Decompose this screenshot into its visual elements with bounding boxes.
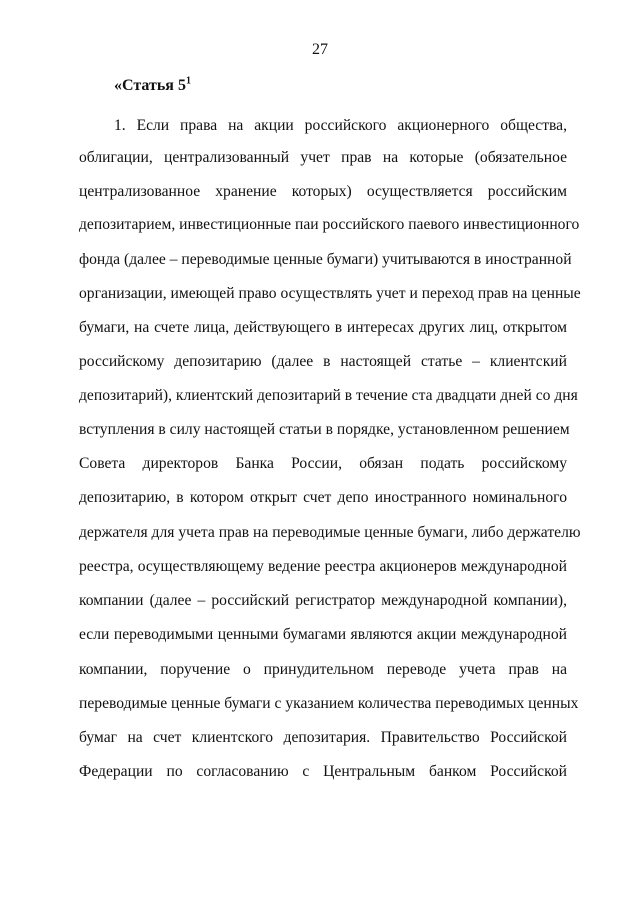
paragraph-line: бумаги, на счете лица, действующего в интересах других лиц, открытом	[79, 319, 567, 336]
paragraph-line: держателя для учета прав на переводимые ценные бумаги, либо держателю	[79, 524, 581, 541]
article-title	[114, 76, 191, 96]
article-title-superscript: 1	[185, 75, 191, 87]
article-title-text: «Статья 5	[114, 77, 186, 94]
paragraph-line: бумаг на счет клиентского депозитария. Правительство Российской	[79, 729, 567, 746]
paragraph-line: депозитарием, инвестиционные паи российского паевого инвестиционного	[79, 216, 580, 233]
paragraph-line: компании, поручение о принудительном переводе учета прав на	[79, 661, 567, 678]
paragraph-line: переводимые ценные бумаги с указанием количества переводимых ценных	[79, 695, 579, 712]
paragraph-line: депозитарию, в котором открыт счет депо иностранного номинального	[79, 489, 567, 506]
paragraph-line: фонда (далее – переводимые ценные бумаги) учитываются в иностранной	[79, 251, 572, 268]
paragraph-line: если переводимыми ценными бумагами являются акции международной	[79, 626, 567, 643]
paragraph-line: депозитарий), клиентский депозитарий в течение ста двадцати дней со дня	[79, 387, 578, 404]
paragraph-line: Федерации по согласованию с Центральным банком Российской	[79, 763, 567, 780]
paragraph-line: компании (далее – российский регистратор международной компании),	[79, 592, 567, 609]
paragraph-line: реестра, осуществляющему ведение реестра акционеров международной	[79, 558, 567, 575]
paragraph-line: организации, имеющей право осуществлять учет и переход прав на ценные	[79, 285, 581, 302]
paragraph-line: вступления в силу настоящей статьи в порядке, установленном решением	[79, 421, 570, 438]
paragraph-line: Совета директоров Банка России, обязан подать российскому	[79, 455, 567, 472]
paragraph-line: облигации, централизованный учет прав на которые (обязательное	[79, 149, 567, 166]
paragraph-line: централизованное хранение которых) осуществляется российским	[79, 183, 567, 200]
paragraph-line: 1. Если права на акции российского акционерного общества,	[114, 117, 567, 134]
page-number: 27	[312, 41, 328, 58]
paragraph-line: российскому депозитарию (далее в настоящей статье – клиентский	[79, 353, 567, 370]
